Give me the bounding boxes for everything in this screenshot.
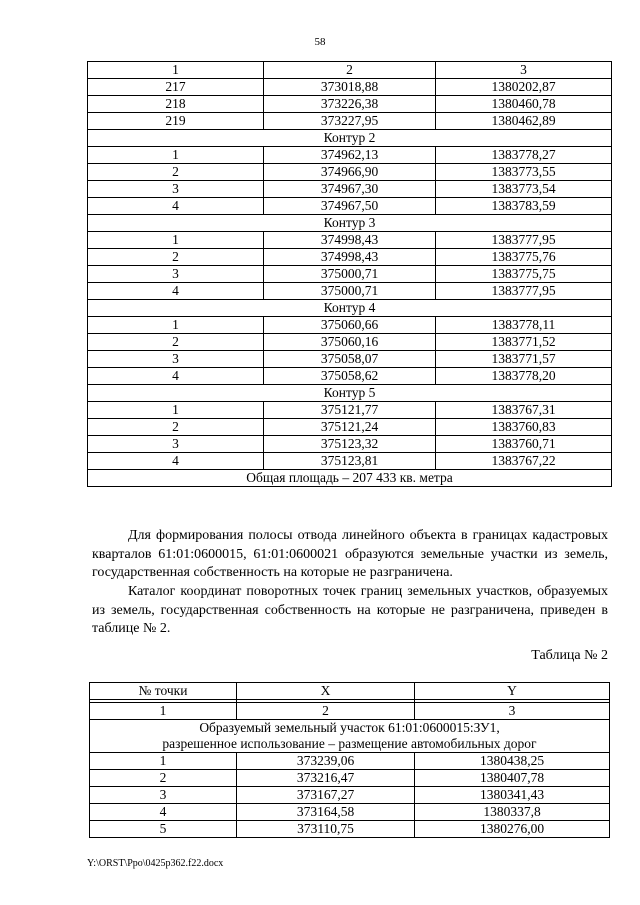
table-row xyxy=(90,787,610,804)
x-coordinate-cell: 375060,66 xyxy=(264,317,436,334)
point-number-cell: 2 xyxy=(88,249,264,266)
x-coordinate-cell: 374962,13 xyxy=(264,147,436,164)
x-coordinate-cell: 374967,50 xyxy=(264,198,436,215)
x-coordinate-cell: 373239,06 xyxy=(237,753,415,770)
table-row xyxy=(88,147,612,164)
section-row xyxy=(88,385,612,402)
table-row xyxy=(90,770,610,787)
table-row xyxy=(90,753,610,770)
point-number-cell: 1 xyxy=(88,147,264,164)
section-label: Контур 4 xyxy=(88,300,612,317)
table-row xyxy=(88,419,612,436)
x-coordinate-cell: 373110,75 xyxy=(237,821,415,838)
table-row xyxy=(88,164,612,181)
table-row xyxy=(88,232,612,249)
section-label: Общая площадь – 207 433 кв. метра xyxy=(88,470,612,487)
point-number-cell: 1 xyxy=(88,402,264,419)
point-number-cell: 3 xyxy=(88,436,264,453)
table-row xyxy=(88,351,612,368)
column-number-row xyxy=(90,703,610,720)
point-number-cell: 2 xyxy=(88,164,264,181)
y-coordinate-cell: 1383777,95 xyxy=(436,283,612,300)
point-number-cell: 5 xyxy=(90,821,237,838)
x-coordinate-cell: 373227,95 xyxy=(264,113,436,130)
body-paragraph: Для формирования полосы отвода линейного объекта в границах кадастровых кварталов 61:01:0600015, 61:01:0600021 образуются земельные участки из земель, государственная собственность на которые не разграничена. xyxy=(92,528,608,581)
point-number-cell: 3 xyxy=(88,351,264,368)
y-coordinate-cell: 1383783,59 xyxy=(436,198,612,215)
x-coordinate-cell: 373167,27 xyxy=(237,787,415,804)
x-coordinate-cell: 375121,24 xyxy=(264,419,436,436)
column-header-y: Y xyxy=(415,683,610,700)
table-row xyxy=(88,317,612,334)
coordinates-table-continued xyxy=(87,61,612,487)
x-coordinate-cell: 375123,81 xyxy=(264,453,436,470)
y-coordinate-cell: 1383775,75 xyxy=(436,266,612,283)
parcel-title-line: Образуемый земельный участок 61:01:0600015:ЗУ1, xyxy=(199,720,500,735)
point-number-cell: 4 xyxy=(88,198,264,215)
table-row xyxy=(88,198,612,215)
table-row xyxy=(90,821,610,838)
x-coordinate-cell: 375058,62 xyxy=(264,368,436,385)
coordinates-table-2 xyxy=(89,682,610,838)
y-coordinate-cell: 1383778,11 xyxy=(436,317,612,334)
x-coordinate-cell: 373226,38 xyxy=(264,96,436,113)
y-coordinate-cell: 1383760,71 xyxy=(436,436,612,453)
column-header-x: X xyxy=(237,683,415,700)
point-number-cell: 3 xyxy=(90,787,237,804)
y-coordinate-cell: 1383767,31 xyxy=(436,402,612,419)
table-row xyxy=(88,436,612,453)
table-row xyxy=(90,804,610,821)
y-coordinate-cell: 1380276,00 xyxy=(415,821,610,838)
header-cell: 2 xyxy=(264,62,436,79)
column-number: 3 xyxy=(415,703,610,720)
table-caption: Таблица № 2 xyxy=(531,648,608,663)
table-row xyxy=(88,334,612,351)
x-coordinate-cell: 375121,77 xyxy=(264,402,436,419)
section-row xyxy=(88,215,612,232)
y-coordinate-cell: 1380202,87 xyxy=(436,79,612,96)
x-coordinate-cell: 373216,47 xyxy=(237,770,415,787)
x-coordinate-cell: 375058,07 xyxy=(264,351,436,368)
x-coordinate-cell: 374967,30 xyxy=(264,181,436,198)
point-number-cell: 219 xyxy=(88,113,264,130)
point-number-cell: 4 xyxy=(90,804,237,821)
x-coordinate-cell: 375060,16 xyxy=(264,334,436,351)
section-row xyxy=(88,470,612,487)
table-row xyxy=(88,266,612,283)
point-number-cell: 2 xyxy=(88,419,264,436)
point-number-cell: 2 xyxy=(90,770,237,787)
y-coordinate-cell: 1383771,57 xyxy=(436,351,612,368)
point-number-cell: 4 xyxy=(88,453,264,470)
column-number: 2 xyxy=(237,703,415,720)
table-row xyxy=(88,453,612,470)
header-cell: 3 xyxy=(436,62,612,79)
y-coordinate-cell: 1383773,54 xyxy=(436,181,612,198)
section-label: Контур 2 xyxy=(88,130,612,147)
section-row xyxy=(88,130,612,147)
y-coordinate-cell: 1383771,52 xyxy=(436,334,612,351)
y-coordinate-cell: 1380460,78 xyxy=(436,96,612,113)
coordinates-table-body xyxy=(88,62,612,487)
table-row xyxy=(88,96,612,113)
x-coordinate-cell: 375123,32 xyxy=(264,436,436,453)
x-coordinate-cell: 373164,58 xyxy=(237,804,415,821)
coordinates-table-2-body xyxy=(90,683,610,838)
x-coordinate-cell: 374998,43 xyxy=(264,249,436,266)
table-row xyxy=(88,113,612,130)
table-row xyxy=(88,79,612,96)
column-number: 1 xyxy=(90,703,237,720)
section-label: Контур 3 xyxy=(88,215,612,232)
table-row xyxy=(88,249,612,266)
column-header-point: № точки xyxy=(90,683,237,700)
x-coordinate-cell: 375000,71 xyxy=(264,266,436,283)
x-coordinate-cell: 374966,90 xyxy=(264,164,436,181)
file-path-footer: Y:\ORST\Ppo\0425p362.f22.docx xyxy=(87,858,224,869)
point-number-cell: 217 xyxy=(88,79,264,96)
parcel-title xyxy=(90,720,610,753)
table-row xyxy=(88,368,612,385)
table-header-row xyxy=(88,62,612,79)
point-number-cell: 4 xyxy=(88,368,264,385)
y-coordinate-cell: 1383775,76 xyxy=(436,249,612,266)
y-coordinate-cell: 1380407,78 xyxy=(415,770,610,787)
table-row xyxy=(88,402,612,419)
y-coordinate-cell: 1383760,83 xyxy=(436,419,612,436)
point-number-cell: 2 xyxy=(88,334,264,351)
point-number-cell: 3 xyxy=(88,266,264,283)
section-row xyxy=(88,300,612,317)
y-coordinate-cell: 1383778,27 xyxy=(436,147,612,164)
point-number-cell: 218 xyxy=(88,96,264,113)
y-coordinate-cell: 1383778,20 xyxy=(436,368,612,385)
x-coordinate-cell: 374998,43 xyxy=(264,232,436,249)
parcel-title-line: разрешенное использование – размещение автомобильных дорог xyxy=(162,736,537,751)
point-number-cell: 1 xyxy=(90,753,237,770)
table-row xyxy=(88,181,612,198)
x-coordinate-cell: 375000,71 xyxy=(264,283,436,300)
y-coordinate-cell: 1380462,89 xyxy=(436,113,612,130)
page-number: 58 xyxy=(314,36,326,48)
point-number-cell: 1 xyxy=(88,232,264,249)
y-coordinate-cell: 1383777,95 xyxy=(436,232,612,249)
y-coordinate-cell: 1383767,22 xyxy=(436,453,612,470)
point-number-cell: 1 xyxy=(88,317,264,334)
parcel-title-row xyxy=(90,720,610,753)
table-header-row xyxy=(90,683,610,700)
body-paragraph: Каталог координат поворотных точек границ земельных участков, образуемых из земель, государственная собственность на которые не разграничена, приведен в таблице № 2. xyxy=(92,584,608,637)
y-coordinate-cell: 1380438,25 xyxy=(415,753,610,770)
y-coordinate-cell: 1380341,43 xyxy=(415,787,610,804)
y-coordinate-cell: 1380337,8 xyxy=(415,804,610,821)
point-number-cell: 4 xyxy=(88,283,264,300)
y-coordinate-cell: 1383773,55 xyxy=(436,164,612,181)
section-label: Контур 5 xyxy=(88,385,612,402)
header-cell: 1 xyxy=(88,62,264,79)
x-coordinate-cell: 373018,88 xyxy=(264,79,436,96)
point-number-cell: 3 xyxy=(88,181,264,198)
table-row xyxy=(88,283,612,300)
